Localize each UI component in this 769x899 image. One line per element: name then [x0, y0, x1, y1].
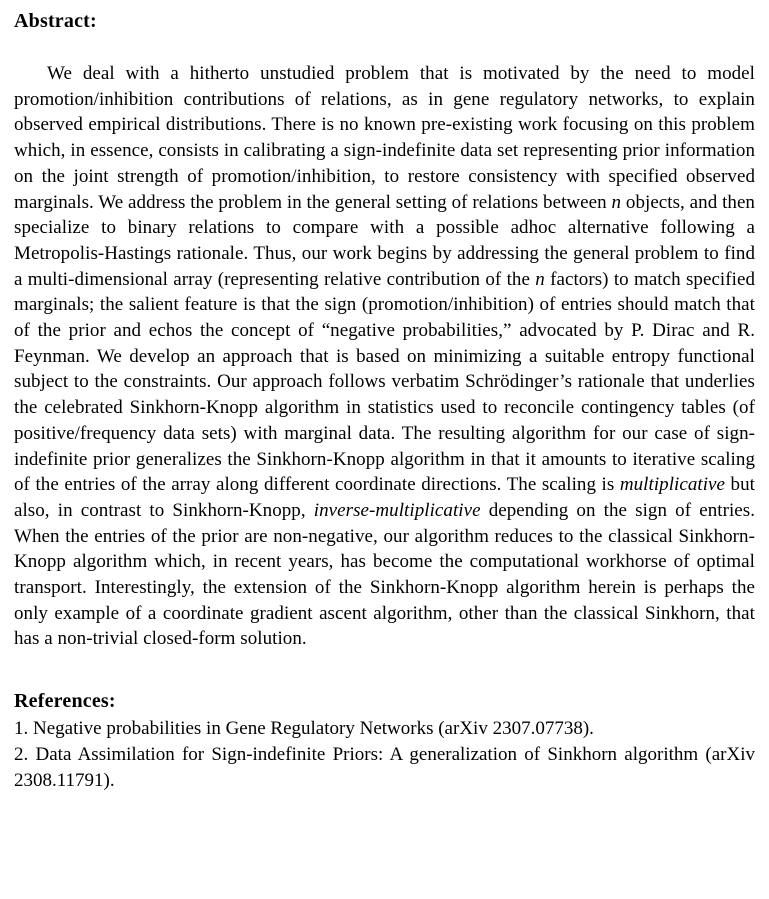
- italic-text-segment: n: [535, 268, 545, 290]
- text-segment: We deal with a hitherto unstudied problem that is motivated by the need to model promotion/inhibition contributions of relations, as in gene regulatory networks, to explain observed empirical distributions. There is no known pre-existing work focusing on this problem which, in essence, consists in calibrating a sign-indefinite data set representing prior information on the joint strength of promotion/inhibition, to restore consistency with specified observed marginals. We address the problem in the general setting of relations between: [14, 63, 755, 213]
- italic-text-segment: multiplicative: [619, 474, 726, 496]
- references-heading: References:: [14, 690, 116, 713]
- text-segment: objects, and then specialize to binary relations to compare with a possible adhoc alternative following a Metropolis-Hastings rationale. Thus, our work begins by addressing the general problem to find a multi-dimensional array (representing relative contribution of the: [14, 191, 755, 290]
- italic-text-segment: inverse-multiplicative: [313, 499, 481, 521]
- italic-text-segment: n: [611, 191, 622, 213]
- references-list: [14, 716, 755, 794]
- text-segment: factors) to match specified marginals; the salient feature is that the sign (promotion/inhibition) of entries should match that of the prior and echos the concept of “negative probabilities,” advocated by P. Dirac and R. Feynman. We develop an approach that is based on minimizing a suitable entropy functional subject to the constraints. Our approach follows verbatim Schrödinger’s rationale that underlies the celebrated Sinkhorn-Knopp algorithm in statistics used to reconcile contingency tables (of positive/frequency data sets) with marginal data. The resulting algorithm for our case of sign-indefinite prior generalizes the Sinkhorn-Knopp algorithm in that it amounts to iterative scaling of the entries of the array along different coordinate directions. The scaling is: [14, 268, 755, 496]
- text-segment: but also, in contrast to Sinkhorn-Knopp,: [14, 474, 755, 521]
- text-segment: depending on the sign of entries. When the entries of the prior are non-negative, our algorithm reduces to the classical Sinkhorn-Knopp algorithm which, in recent years, has become the computational workhorse of optimal transport. Interestingly, the extension of the Sinkhorn-Knopp algorithm herein is perhaps the only example of a coordinate gradient ascent algorithm, other than the classical Sinkhorn, that has a non-trivial closed-form solution.: [14, 499, 755, 650]
- reference-item: 2. Data Assimilation for Sign-indefinite Priors: A generalization of Sinkhorn algorithm (arXiv 2308.11791).: [14, 744, 755, 792]
- abstract-heading: Abstract:: [14, 10, 97, 32]
- abstract-paragraph: [14, 61, 755, 652]
- reference-item: 1. Negative probabilities in Gene Regulatory Networks (arXiv 2307.07738).: [14, 718, 594, 740]
